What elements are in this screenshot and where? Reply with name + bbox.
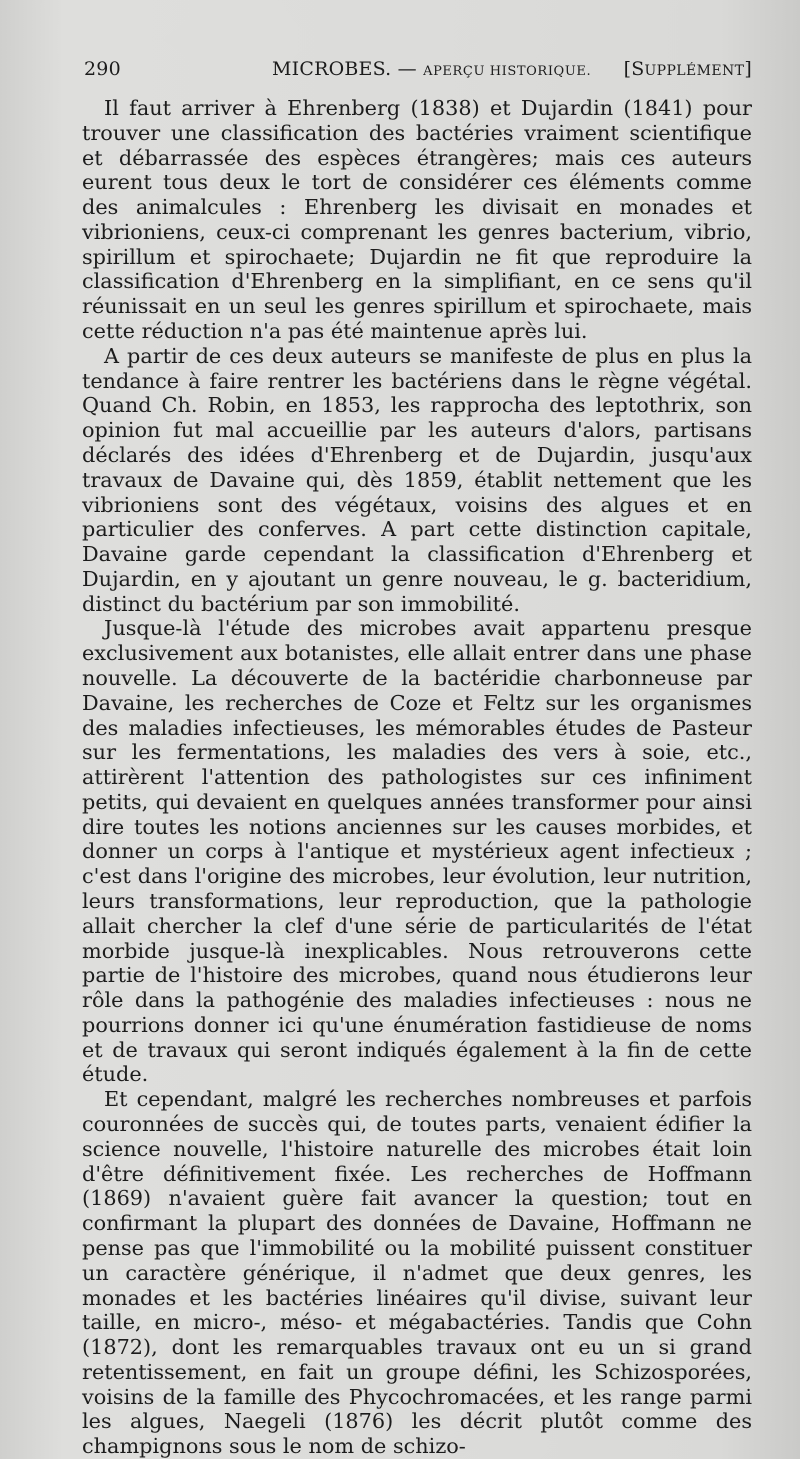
paragraph-ehrenberg-dujardin: Il faut arriver à Ehrenberg (1838) et Dujardin (1841) pour trouver une classification des bactéries vraiment scientifique et débarrassée des espèces étrangères; mais ces auteurs eurent tous deux le tort de considérer ces éléments comme des animalcules : Ehrenberg les divisait en monades et vibrioniens, ceux-ci comprenant les genres bacterium, vibrio, spirillum et spirochaete; Dujardin ne fit que reproduire la classification d'Ehrenberg en la simplifiant, en ce sens qu'il réunissait en un seul les genres spirillum et spirochaete, mais cette réduction n'a pas été maintenue après lui. — [82, 96, 752, 344]
page-header — [84, 58, 756, 92]
body-text — [82, 96, 752, 1459]
running-title-subtitle: APERÇU HISTORIQUE. — [423, 64, 592, 79]
paragraph-classification-debate: Et cependant, malgré les recherches nombreuses et parfois couronnées de succès qui, de toutes parts, venaient édifier la science nouvelle, l'histoire naturelle des microbes était loin d'être définitivement fixée. Les recherches de Hoffmann (1869) n'avaient guère fait avancer la question; tout en confirmant la plupart des données de Davaine, Hoffmann ne pense pas que l'immobilité ou la mobilité puissent constituer un caractère générique, il n'admet que deux genres, les monades et les bactéries linéaires qu'il divise, suivant leur taille, en micro-, méso- et mégabactéries. Tandis que Cohn (1872), dont les remarquables travaux ont eu un si grand retentissement, en fait un groupe défini, les Schizosporées, voisins de la famille des Phycochromacées, et les range parmi les algues, Naegeli (1876) les décrit plutôt comme des champignons sous le nom de schizo- — [82, 1087, 752, 1459]
section-label-text: UPPLÉMENT — [644, 63, 745, 79]
paragraph-pathologists: Jusque-là l'étude des microbes avait appartenu presque exclusivement aux botanistes, elle allait entrer dans une phase nouvelle. La découverte de la bactéridie charbonneuse par Davaine, les recherches de Coze et Feltz sur les organismes des maladies infectieuses, les mémorables études de Pasteur sur les fermentations, les maladies des vers à soie, etc., attirèrent l'attention des pathologistes sur ces infiniment petits, qui devaient en quelques années transformer pour ainsi dire toutes les notions anciennes sur les causes morbides, et donner un corps à l'antique et mystérieux agent infectieux ; c'est dans l'origine des microbes, leur évolution, leur nutrition, leurs transformations, leur reproduction, que la pathologie allait chercher la clef d'une série de particularités de l'état morbide jusque-là inexplicables. Nous retrouverons cette partie de l'histoire des microbes, quand nous étudierons leur rôle dans la pathogénie des maladies infectieuses : nous ne pourrions donner ici qu'une énumération fastidieuse de noms et de travaux qui seront indiqués également à la fin de cette étude. — [82, 616, 752, 1087]
section-label — [624, 58, 752, 80]
section-label-close: ] — [744, 58, 752, 80]
paragraph-vegetal-kingdom: A partir de ces deux auteurs se manifeste de plus en plus la tendance à faire rentrer les bactériens dans le règne végétal. Quand Ch. Robin, en 1853, les rapprocha des leptothrix, son opinion fut mal accueillie par les auteurs d'alors, partisans déclarés des idées d'Ehrenberg et de Dujardin, jusqu'aux travaux de Davaine qui, dès 1859, établit nettement que les vibrioniens sont des végétaux, voisins des algues et en particulier des conferves. A part cette distinction capitale, Davaine garde cependant la classification d'Ehrenberg et Dujardin, en y ajoutant un genre nouveau, le g. bacteridium, distinct du bactérium par son immobilité. — [82, 343, 752, 616]
section-label-open: [S — [623, 58, 645, 80]
page-number: 290 — [84, 58, 121, 80]
running-title — [272, 58, 591, 80]
running-title-main: MICROBES. — — [272, 58, 424, 80]
